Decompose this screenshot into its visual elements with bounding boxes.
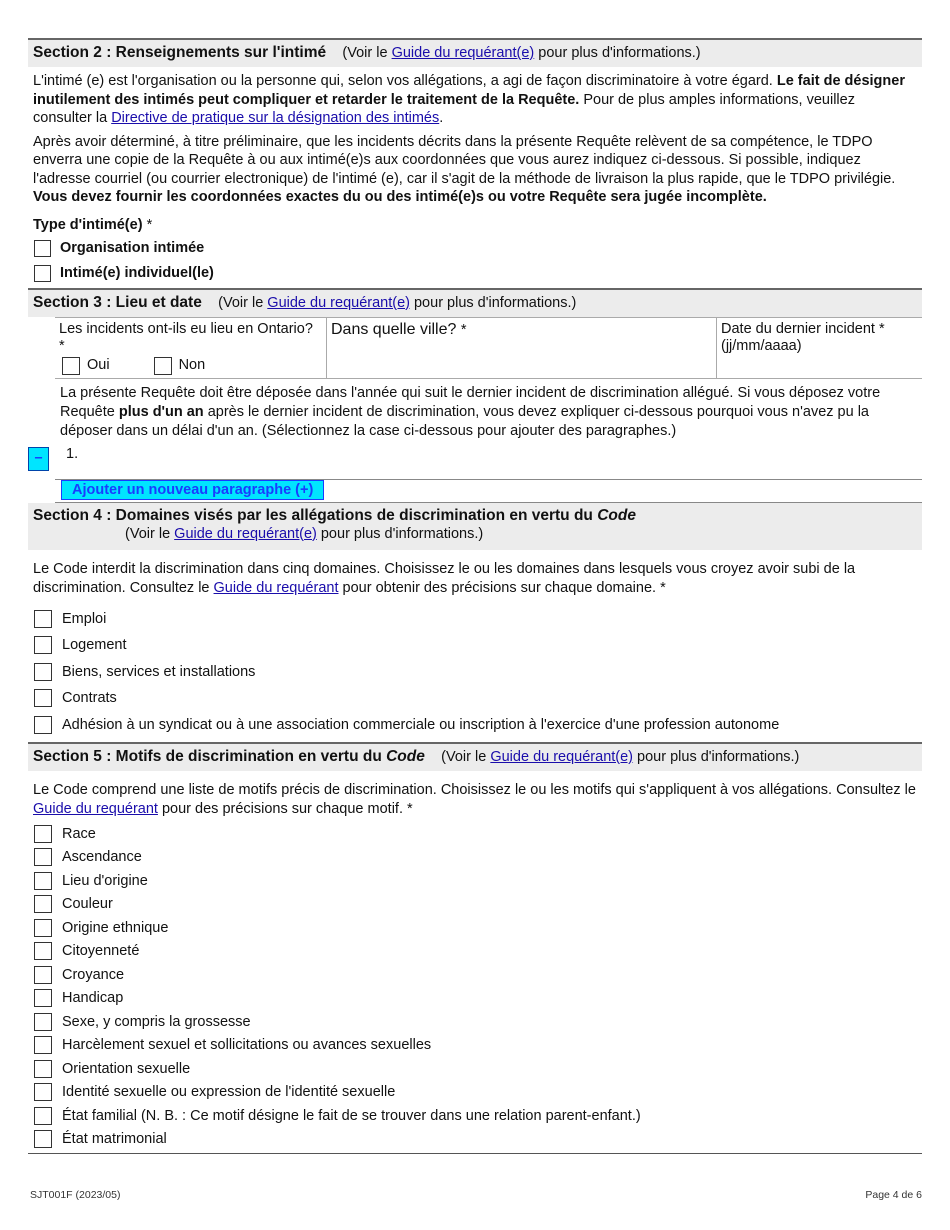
social-area-option[interactable]: Adhésion à un syndicat ou à une association commerciale ou inscription à l'exercice d'une profession autonome: [28, 712, 922, 739]
section-3-header: [28, 288, 922, 317]
section-2-title: Section 2 : Renseignements sur l'intimé: [33, 44, 327, 61]
section-3-title: Section 3 : Lieu et date: [33, 293, 202, 311]
checkbox[interactable]: [34, 1060, 52, 1078]
section-4-intro: Le Code interdit la discrimination dans cinq domaines. Choisissez le ou les domaines dans lesquels vous croyez avoir subi de la discrimination. Consultez le Guide du requérant pour obtenir des précisions sur chaque domaine. *: [33, 560, 856, 596]
checkbox[interactable]: [34, 240, 51, 257]
bottom-divider: [28, 1153, 922, 1154]
respondent-option-organisation[interactable]: Organisation intimée: [28, 236, 922, 261]
section-2-note: (Voir le Guide du requérant(e) pour plus d'informations.): [342, 45, 701, 61]
section-5-intro: Le Code comprend une liste de motifs précis de discrimination. Choisissez le ou les motifs qui s'appliquent à vos allégations. Consultez le Guide du requérant pour des précisions sur chaque motif. *: [33, 782, 916, 817]
ground-list: [28, 822, 922, 1151]
section-5-guide-link[interactable]: Guide du requérant(e): [490, 749, 634, 765]
section-4-title: Section 4 : Domaines visés par les allégations de discrimination en vertu du: [33, 506, 598, 524]
checkbox[interactable]: [34, 716, 52, 734]
ground-option[interactable]: Identité sexuelle ou expression de l'identité sexuelle: [28, 1081, 922, 1105]
respondent-option-individual[interactable]: Intimé(e) individuel(le): [28, 261, 922, 286]
section-4-note: (Voir le Guide du requérant(e) pour plus d'informations.): [125, 525, 484, 542]
last-incident-date-field[interactable]: Date du dernier incident * (jj/mm/aaaa): [721, 320, 885, 354]
page-number: Page 4 de 6: [865, 1189, 922, 1201]
respondent-type-label: Type d'intimé(e) *: [33, 216, 153, 233]
checkbox[interactable]: [34, 942, 52, 960]
ontario-yes-checkbox[interactable]: [62, 357, 80, 375]
section-2-guide-link[interactable]: Guide du requérant(e): [391, 45, 535, 61]
ground-option[interactable]: Handicap: [28, 987, 922, 1011]
ontario-no-checkbox[interactable]: [154, 357, 172, 375]
checkbox[interactable]: [34, 825, 52, 843]
section-5-guide-text-link[interactable]: Guide du requérant: [33, 801, 158, 817]
directive-link[interactable]: Directive de pratique sur la désignation des intimés: [111, 110, 440, 126]
social-area-option[interactable]: Logement: [28, 632, 922, 659]
checkbox[interactable]: [34, 636, 52, 654]
section-2-delivery-text: Après avoir déterminé, à titre préliminaire, que les incidents décrits dans la présente Requête relèvent de sa compétence, le TDPO enverra une copie de la Requête à ou aux intimé(e)s aux coordonnées que vous aurez indiquez ci-dessous. Si possible, indiquez l'adresse courriel (ou courrier electronique) de l'intimé (e), car il s'agit de la méthode de livraison la plus rapide, que le TDPO privilégie. Vous devez fournir les coordonnées exactes du ou des intimé(e)s ou votre Requête sera jugée incomplète.: [33, 133, 896, 205]
checkbox[interactable]: [34, 966, 52, 984]
section-4-guide-link[interactable]: Guide du requérant(e): [174, 525, 317, 542]
ground-option[interactable]: Ascendance: [28, 846, 922, 870]
ground-option[interactable]: Origine ethnique: [28, 916, 922, 940]
ground-option[interactable]: Orientation sexuelle: [28, 1057, 922, 1081]
city-field[interactable]: Dans quelle ville? *: [327, 318, 717, 378]
add-paragraph-bar: [55, 479, 922, 503]
section-5-header: Section 5 : Motifs de discrimination en vertu du Code (Voir le Guide du requérant(e) pour plus d'informations.): [28, 742, 922, 771]
ground-option[interactable]: Couleur: [28, 893, 922, 917]
checkbox[interactable]: [34, 1036, 52, 1054]
form-code: SJT001F (2023/05): [30, 1189, 121, 1201]
checkbox[interactable]: [34, 1107, 52, 1125]
one-year-explanation: La présente Requête doit être déposée dans l'année qui suit le dernier incident de discrimination allégué. Si vous déposez votre Requête plus d'un an après le dernier incident de discrimination, vous devez expliquer ci-dessous pourquoi vous n'avez pu la déposer dans un délai d'un an. (Sélectionnez la case ci-dessous pour ajouter des paragraphes.): [60, 384, 881, 439]
checkbox[interactable]: [34, 663, 52, 681]
location-date-grid: [55, 317, 922, 379]
ontario-question: Les incidents ont-ils eu lieu en Ontario? *: [59, 320, 313, 354]
ground-option[interactable]: État matrimonial: [28, 1128, 922, 1152]
ontario-yes-no: Oui Non: [59, 357, 322, 375]
section-5-note: (Voir le Guide du requérant(e) pour plus d'informations.): [441, 749, 800, 765]
checkbox[interactable]: [34, 989, 52, 1007]
section-4-guide-text-link[interactable]: Guide du requérant: [213, 579, 339, 596]
checkbox[interactable]: [34, 895, 52, 913]
ontario-question-cell: [55, 318, 327, 378]
paragraph-number: 1.: [66, 445, 79, 462]
checkbox[interactable]: [34, 1083, 52, 1101]
checkbox[interactable]: [34, 265, 51, 282]
social-area-list: [28, 606, 922, 739]
ground-option[interactable]: Lieu d'origine: [28, 869, 922, 893]
social-area-option[interactable]: Biens, services et installations: [28, 659, 922, 686]
ground-option[interactable]: Croyance: [28, 963, 922, 987]
checkbox[interactable]: [34, 872, 52, 890]
paragraph-item: [28, 441, 922, 479]
ground-option[interactable]: Harcèlement sexuel et sollicitations ou avances sexuelles: [28, 1034, 922, 1058]
checkbox[interactable]: [34, 848, 52, 866]
checkbox[interactable]: [34, 610, 52, 628]
social-area-option[interactable]: Emploi: [28, 606, 922, 633]
social-area-option[interactable]: Contrats: [28, 685, 922, 712]
checkbox[interactable]: [34, 919, 52, 937]
ground-option[interactable]: Citoyenneté: [28, 940, 922, 964]
section-3-guide-link[interactable]: Guide du requérant(e): [267, 294, 410, 311]
section-2-intro: L'intimé (e) est l'organisation ou la personne qui, selon vos allégations, a agi de façon discriminatoire à votre égard. Le fait de désigner inutilement des intimés peut compliquer et retarder le traitement de la Requête. Pour de plus amples informations, veuillez consulter la Directive de pratique sur la désignation des intimés.: [33, 73, 905, 126]
section-2-header: [28, 38, 922, 67]
checkbox[interactable]: [34, 689, 52, 707]
remove-paragraph-button[interactable]: –: [28, 447, 49, 471]
form-page: [28, 38, 922, 1154]
ground-option[interactable]: Race: [28, 822, 922, 846]
ground-option[interactable]: État familial (N. B. : Ce motif désigne le fait de se trouver dans une relation parent-enfant.): [28, 1104, 922, 1128]
ground-option[interactable]: Sexe, y compris la grossesse: [28, 1010, 922, 1034]
checkbox[interactable]: [34, 1130, 52, 1148]
add-paragraph-button[interactable]: Ajouter un nouveau paragraphe (+): [61, 480, 324, 500]
section-3-note: (Voir le Guide du requérant(e) pour plus d'informations.): [218, 294, 577, 311]
checkbox[interactable]: [34, 1013, 52, 1031]
section-5-title: Section 5 : Motifs de discrimination en vertu du: [33, 748, 387, 765]
section-4-header: Section 4 : Domaines visés par les allégations de discrimination en vertu du Code (Voir le Guide du requérant(e) pour plus d'informations.): [28, 503, 922, 550]
